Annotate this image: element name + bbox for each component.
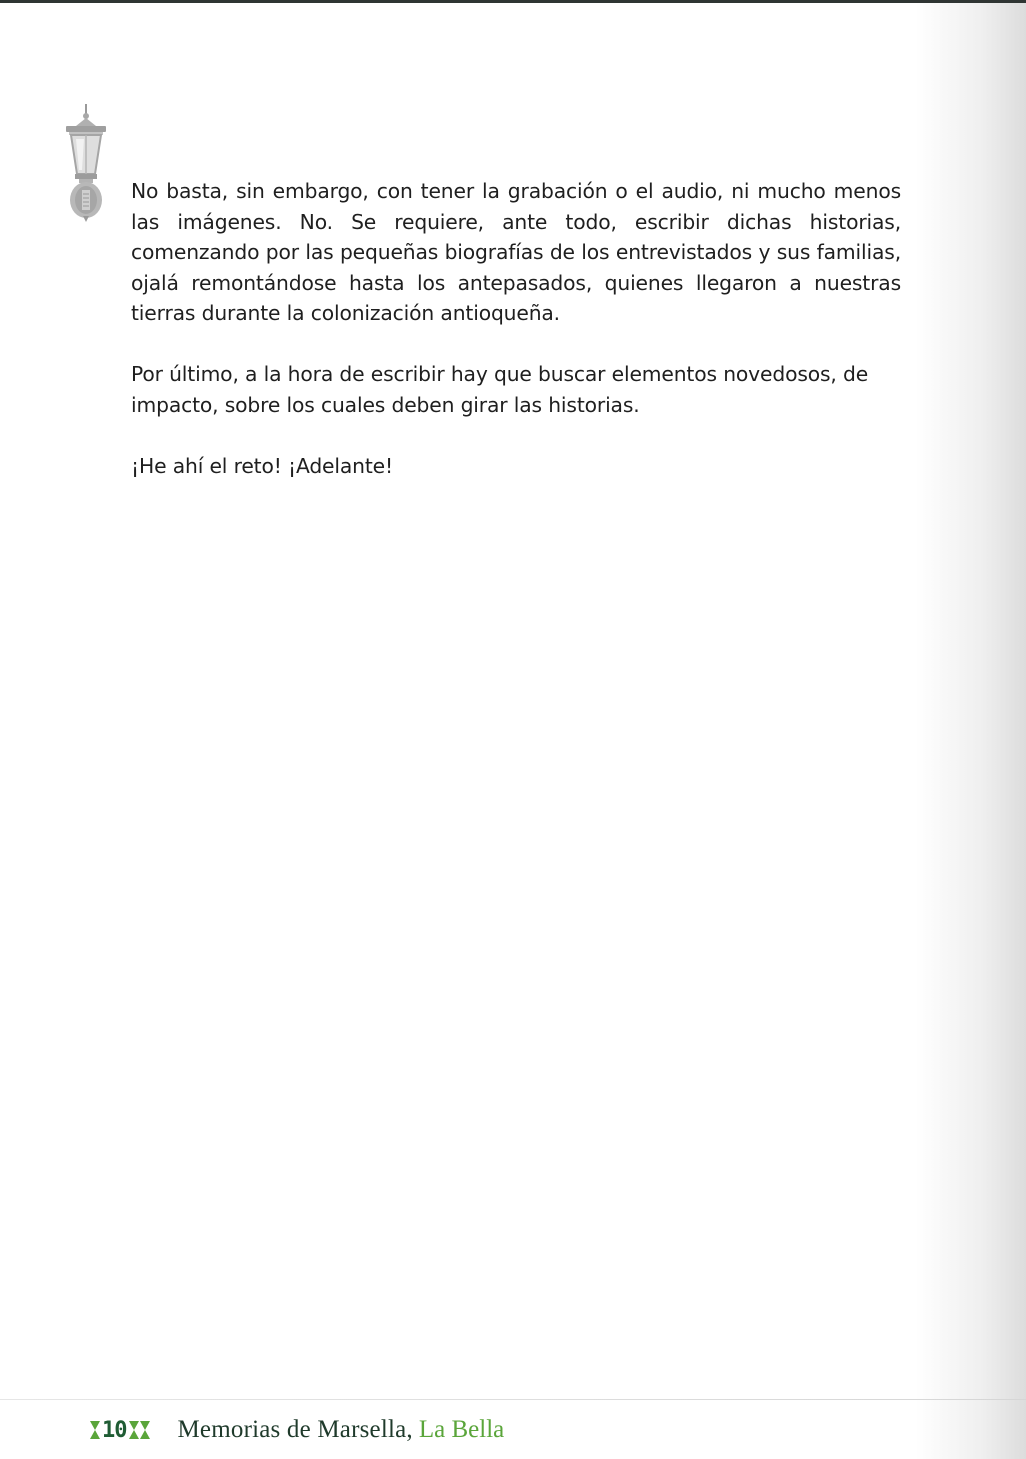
paragraph: ¡He ahí el reto! ¡Adelante! [131, 453, 393, 478]
paragraph: Por último, a la hora de escribir hay que buscar elementos novedosos, de impacto, sobre los cuales deben girar las historias. [131, 362, 869, 417]
page-number: 10 [102, 1417, 127, 1443]
paragraph: No basta, sin embargo, con tener la grabación o el audio, ni mucho menos las imágenes. No. Se requiere, ante todo, escribir dichas historias, comenzando por las pequeñas biografías de los entrevistados y sus familias, ojalá remontándose hasta los antepasados, quienes llegaron a nuestras tierras durante la colonización antioqueña. [131, 179, 901, 325]
hourglass-ornament-pair [129, 1421, 150, 1439]
hourglass-ornament-icon [90, 1421, 100, 1439]
page-footer [90, 1412, 504, 1448]
top-rule [0, 0, 1026, 3]
body-text [131, 176, 901, 512]
book-title: Memorias de Marsella, [177, 1416, 413, 1443]
hourglass-ornament-icon [140, 1421, 150, 1439]
hourglass-ornament-icon [129, 1421, 139, 1439]
book-subtitle: La Bella [418, 1416, 505, 1443]
street-lamp-icon [62, 104, 110, 222]
page-gutter-shadow [916, 3, 1026, 1459]
footer-rule [0, 1399, 1026, 1400]
